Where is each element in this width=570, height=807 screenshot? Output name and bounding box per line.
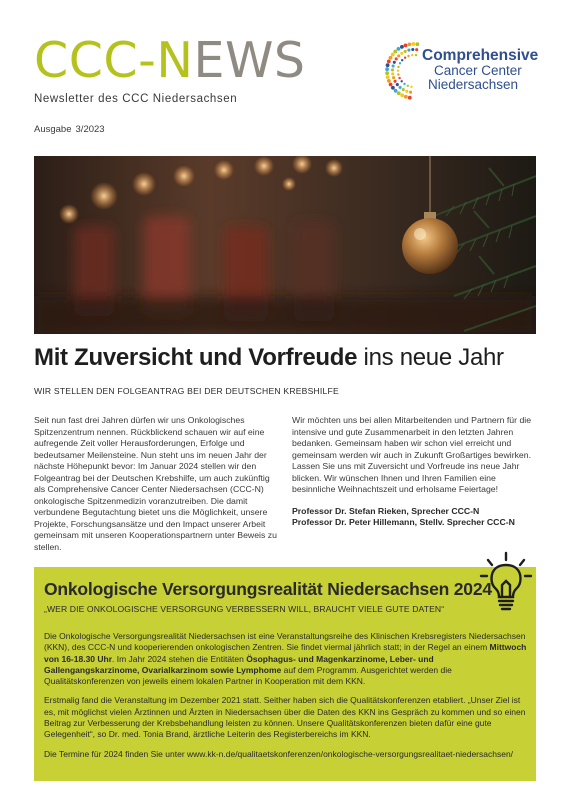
event-box-body: [44, 631, 528, 768]
logo-dot: [387, 60, 391, 64]
ccc-logo: [384, 38, 544, 104]
logo-dot: [404, 44, 408, 48]
logo-dot: [397, 54, 400, 57]
logo-dot: [391, 72, 394, 75]
logo-dot: [394, 80, 397, 83]
logo-dot: [393, 61, 396, 64]
hero-photo: [34, 156, 536, 334]
logo-dot: [389, 83, 393, 87]
logo-dot: [399, 86, 402, 89]
logo-dot: [403, 83, 405, 85]
logo-dot: [415, 48, 418, 51]
event-p1-time: Mittwoch von 16-18.30 Uhr: [44, 642, 527, 664]
issue-info: [34, 124, 109, 135]
logo-dot: [397, 70, 399, 72]
logo-dot: [410, 86, 412, 88]
logo-dot: [385, 71, 389, 75]
logo-dot: [398, 77, 400, 79]
event-p1-text-e: auf dem Programm. Ausgerichtet werden die Qualitätskonferenzen von jeweils einem lokalen Partner in Kooperation mit dem KKN.: [44, 664, 452, 687]
logo-dot: [392, 64, 395, 67]
article-paragraph-left: Seit nun fast drei Jahren dürfen wir uns Onkologisches Spitzenzentrum nennen. Rückblickend schauen wir auf eine aufregende Zeit voller Herausforderungen, Erfolge und bedeutsamer Meilensteine. Nun steht uns im neuen Jahr der nächste Höhepunkt bevor: Im Januar 2024 stellen wir den Folgeantrag bei der Deutschen Krebshilfe, um auch zukünftig als Comprehensive Cancer Center Niedersachsen (CCC-N) onkologische Spitzenmedizin voranzutreiben. Die damit verbundene Begutachtung bietet uns die Möglichkeit, unsere Projekte, Forschungsansätze und den Impact unserer Arbeit gemeinsam mit unseren Kooperationspartnern unter Beweis zu stellen.: [34, 415, 277, 553]
logo-dot: [400, 45, 404, 49]
logo-dot: [391, 86, 395, 90]
logo-dot: [389, 56, 393, 60]
logo-dot: [386, 63, 390, 67]
article-column-right: [292, 415, 536, 529]
brand-part-news: EWS: [193, 32, 306, 89]
headline-bold: Mit Zuversicht und Vorfreude: [34, 344, 358, 371]
signature-2: Professor Dr. Peter Hillemann, Stellv. Sprecher CCC-N: [292, 517, 515, 528]
logo-dot: [402, 88, 405, 91]
event-p1-entities: Ösophagus- und Magenkarzinome, Leber- und Gallengangskarzinome, Ovarialkarzinom sowie Lymphome: [44, 653, 434, 675]
logo-dot: [397, 73, 399, 75]
logo-dot: [392, 76, 395, 79]
logo-dot: [387, 79, 391, 83]
logo-dot: [401, 80, 403, 82]
logo-dot: [408, 43, 412, 47]
logo-dot: [395, 57, 398, 60]
issue-number: 3/2023: [75, 124, 105, 135]
logo-dot: [404, 50, 407, 53]
article-headline: [34, 344, 504, 372]
logo-dot: [411, 54, 413, 56]
logo-dot: [408, 96, 412, 100]
logo-dot: [409, 91, 412, 94]
logo-line-1: Comprehensive: [422, 47, 539, 64]
logo-dot: [404, 57, 406, 59]
logo-dot: [407, 85, 409, 87]
newsletter-title: [34, 32, 306, 89]
logo-dot: [407, 49, 410, 52]
brand-part-ccc: CCC-N: [34, 32, 194, 89]
logo-dot: [386, 75, 390, 79]
event-p1-text-a: Die Onkologische Versorgungsrealität Niedersachsen ist eine Veranstaltungsreihe des Klinischen Krebsregisters Niedersachsen (KKN), des CCC-N und kooperierenden onkologischen Zentren. Sie findet viermal jährlich statt; in der Regel an einem: [44, 631, 526, 653]
logo-wordmark: [422, 48, 538, 93]
logo-dot: [394, 89, 398, 93]
event-p1-text-c: . Im Jahr 2024 stehen die Entitäten: [112, 653, 247, 664]
logo-dot: [399, 62, 401, 64]
logo-dot: [397, 66, 399, 68]
logo-dot: [404, 95, 408, 99]
logo-dot: [407, 55, 409, 57]
logo-dot: [396, 83, 399, 86]
dot-ring-icon: [384, 38, 426, 104]
logo-dot: [412, 42, 416, 46]
logo-dot: [415, 54, 417, 56]
event-box-subtitle: „WER DIE ONKOLOGISCHE VERSORGUNG VERBESSERN WILL, BRAUCHT VIELE GUTE DATEN“: [44, 604, 445, 614]
logo-dot: [400, 52, 403, 55]
logo-line-2: Cancer Center: [434, 63, 522, 79]
logo-dot: [401, 59, 403, 61]
logo-dot: [393, 50, 397, 54]
logo-dot: [400, 93, 404, 97]
logo-dot: [391, 53, 395, 57]
logo-dot: [397, 47, 401, 51]
christmas-bauble-illustration: [34, 156, 536, 334]
logo-dot: [405, 90, 408, 93]
logo-dot: [391, 68, 394, 71]
event-paragraph-3: Die Termine für 2024 finden Sie unter www.kk-n.de/qualitaetskonferenzen/onkologische-versorgungsrealitaet-niedersachsen/: [44, 748, 514, 759]
event-box: [34, 567, 536, 781]
newsletter-tagline: Newsletter des CCC Niedersachsen: [34, 93, 238, 105]
article-column-left: [34, 415, 278, 554]
logo-dot: [385, 67, 389, 71]
event-paragraph-1: [44, 631, 528, 687]
masthead: [34, 32, 306, 105]
logo-line-3: Niedersachsen: [428, 77, 519, 93]
logo-dot: [416, 42, 420, 46]
headline-light: ins neue Jahr: [357, 344, 504, 371]
article-kicker: WIR STELLEN DEN FOLGEANTRAG BEI DER DEUTSCHEN KREBSHILFE: [34, 386, 339, 396]
issue-label: Ausgabe: [34, 124, 72, 135]
article-paragraph-right: Wir möchten uns bei allen Mitarbeitenden und Partnern für die intensive und gute Zusammenarbeit in den letzten Jahren bedanken. Gemeinsam haben wir schon viel erreicht und gemeinsam werden wir auch in Zukunft Großartiges bewirken. Lassen Sie uns mit Zuversicht und Vorfreude ins neue Jahr blicken. Wir wünschen Ihnen und Ihren Familien eine besinnliche Weihnachtszeit und erholsame Feiertage!: [292, 415, 532, 495]
event-paragraph-2: Erstmalig fand die Veranstaltung im Dezember 2021 statt. Seither haben sich die Qualitätskonferenzen etabliert. „Unser Ziel ist es, mit möglichst vielen Ärztinnen und Ärzten in Niedersachsen über die Daten des KKN ins Gespräch zu kommen und so einen Beitrag zur Verbesserung der Krebsbehandlung leisten zu können. Unsere Qualitätskonferenzen bieten dafür eine gute Gelegenheit“, so Dr. med. Tonia Brand, ärztliche Leiterin des Registerbereichs im KKN.: [44, 695, 526, 740]
logo-dot: [397, 91, 401, 95]
logo-dot: [411, 48, 414, 51]
signature-1: Professor Dr. Stefan Rieken, Sprecher CCC-N: [292, 505, 480, 516]
event-box-title: Onkologische Versorgungsrealität Niedersachsen 2024: [44, 579, 492, 599]
